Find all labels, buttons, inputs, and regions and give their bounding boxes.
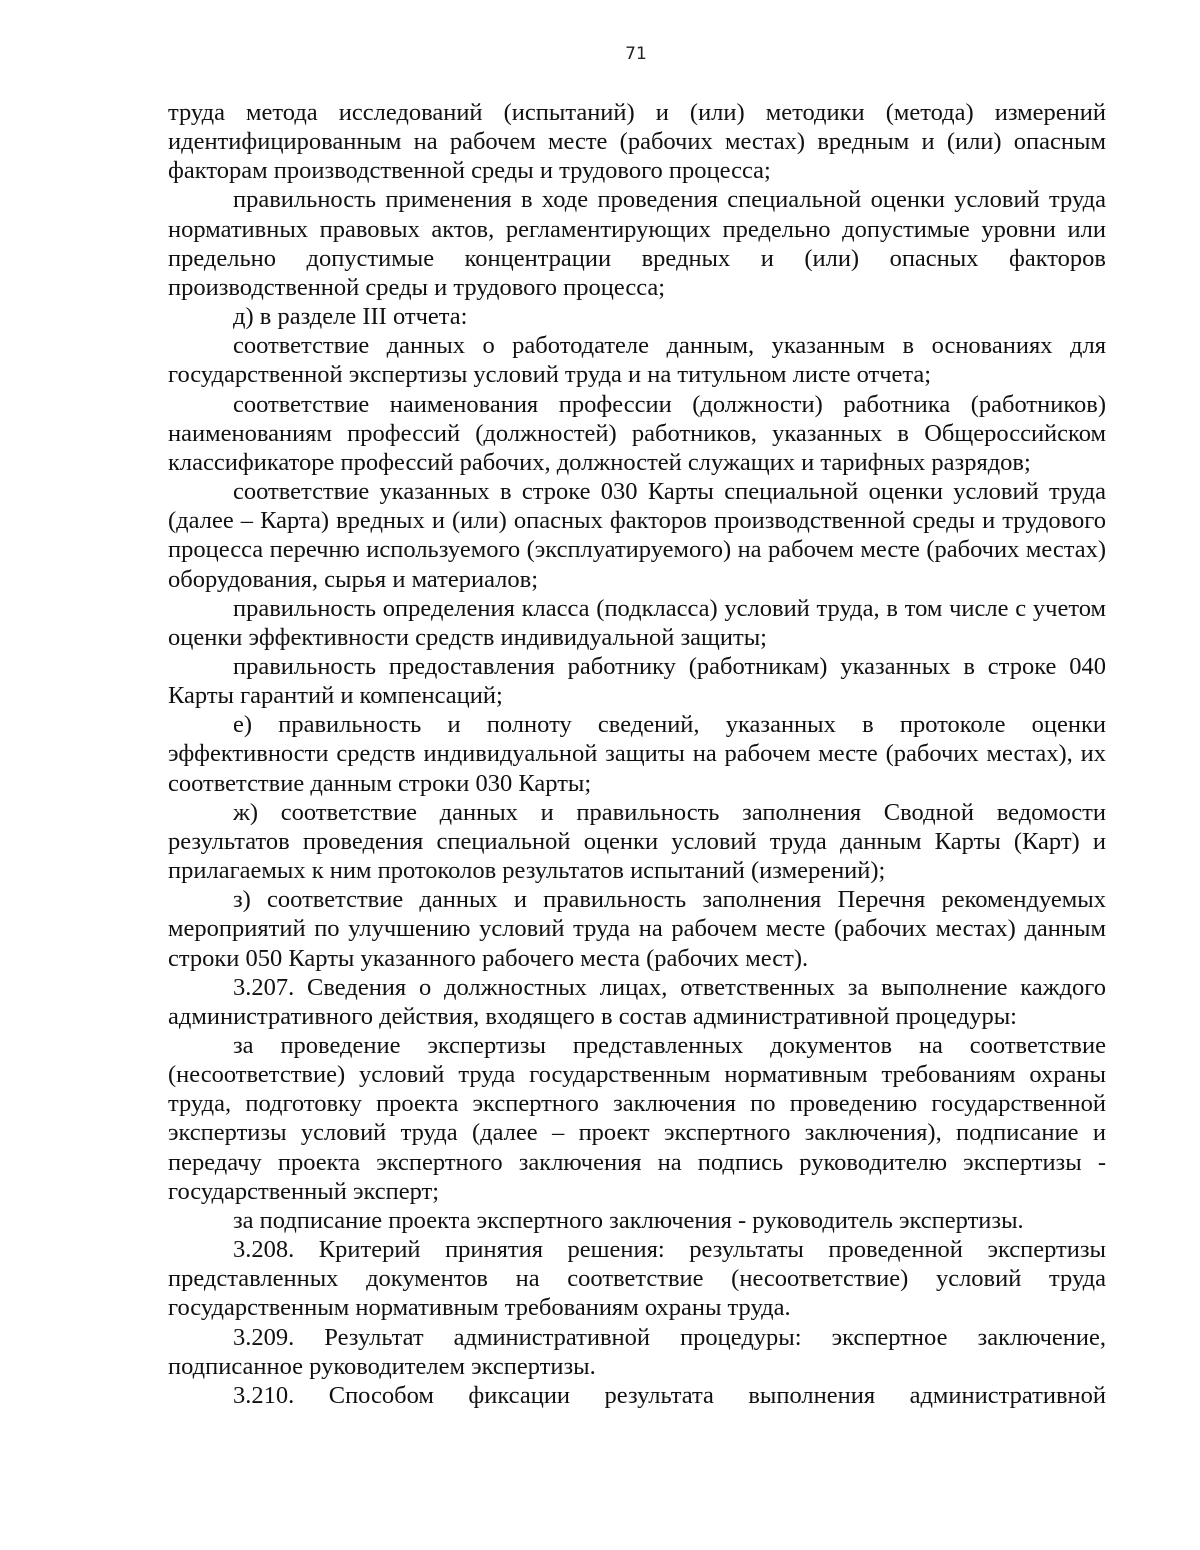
paragraph: соответствие указанных в строке 030 Карты специальной оценки условий труда (далее – Карта) вредных и (или) опасных факторов производственной среды и трудового процесса перечню используемого (эксплуатируемого) на рабочем месте (рабочих местах) оборудования, сырья и материалов;: [168, 478, 1106, 593]
paragraph-continuation: труда метода исследований (испытаний) и (или) методики (метода) измерений идентифицированным на рабочем месте (рабочих местах) вредным и (или) опасным факторам производственной среды и трудового процесса;: [168, 99, 1106, 185]
paragraph: за подписание проекта экспертного заключения - руководитель экспертизы.: [233, 1206, 1024, 1234]
paragraph-section-3-209: 3.209. Результат административной процедуры: экспертное заключение, подписанное руководителем экспертизы.: [168, 1323, 1106, 1380]
page-number: 71: [625, 44, 647, 64]
paragraph-list-item-d: д) в разделе III отчета:: [233, 303, 468, 331]
body-text: [168, 98, 1106, 1410]
paragraph-list-item-zh: ж) соответствие данных и правильность заполнения Сводной ведомости результатов проведения специальной оценки условий труда данным Карты (Карт) и прилагаемых к ним протоколов результатов испытаний (измерений);: [168, 798, 1106, 885]
paragraph-section-3-208: 3.208. Критерий принятия решения: результаты проведенной экспертизы представленных документов на соответствие (несоответствие) условий труда государственным нормативным требованиям охраны труда.: [168, 1236, 1106, 1322]
paragraph: правильность применения в ходе проведения специальной оценки условий труда нормативных правовых актов, регламентирующих предельно допустимые уровни или предельно допустимые концентрации вредных и (или) опасных факторов производственной среды и трудового процесса;: [168, 186, 1106, 301]
paragraph-section-3-207: 3.207. Сведения о должностных лицах, ответственных за выполнение каждого административного действия, входящего в состав административной процедуры:: [168, 973, 1106, 1030]
paragraph: правильность определения класса (подкласса) условий труда, в том числе с учетом оценки эффективности средств индивидуальной защиты;: [168, 594, 1106, 651]
paragraph-section-3-210: 3.210. Способом фиксации результата выполнения административной: [233, 1381, 1106, 1409]
paragraph: за проведение экспертизы представленных документов на соответствие (несоответствие) условий труда государственным нормативным требованиям охраны труда, подготовку проекта экспертного заключения по проведению государственной экспертизы условий труда (далее – проект экспертного заключения), подписание и передачу проекта экспертного заключения на подпись руководителю экспертизы - государственный эксперт;: [168, 1032, 1106, 1205]
paragraph: соответствие наименования профессии (должности) работника (работников) наименованиям профессий (должностей) работников, указанных в Общероссийском классификаторе профессий рабочих, должностей служащих и тарифных разрядов;: [168, 390, 1106, 476]
paragraph-list-item-e: е) правильность и полноту сведений, указанных в протоколе оценки эффективности средств индивидуальной защиты на рабочем месте (рабочих местах), их соответствие данным строки 030 Карты;: [168, 711, 1106, 797]
paragraph: соответствие данных о работодателе данным, указанным в основаниях для государственной экспертизы условий труда и на титульном листе отчета;: [168, 332, 1106, 389]
paragraph-list-item-z: з) соответствие данных и правильность заполнения Перечня рекомендуемых мероприятий по улучшению условий труда на рабочем месте (рабочих местах) данным строки 050 Карты указанного рабочего места (рабочих мест).: [168, 886, 1106, 972]
paragraph: правильность предоставления работнику (работникам) указанных в строке 040 Карты гарантий и компенсаций;: [168, 652, 1106, 710]
